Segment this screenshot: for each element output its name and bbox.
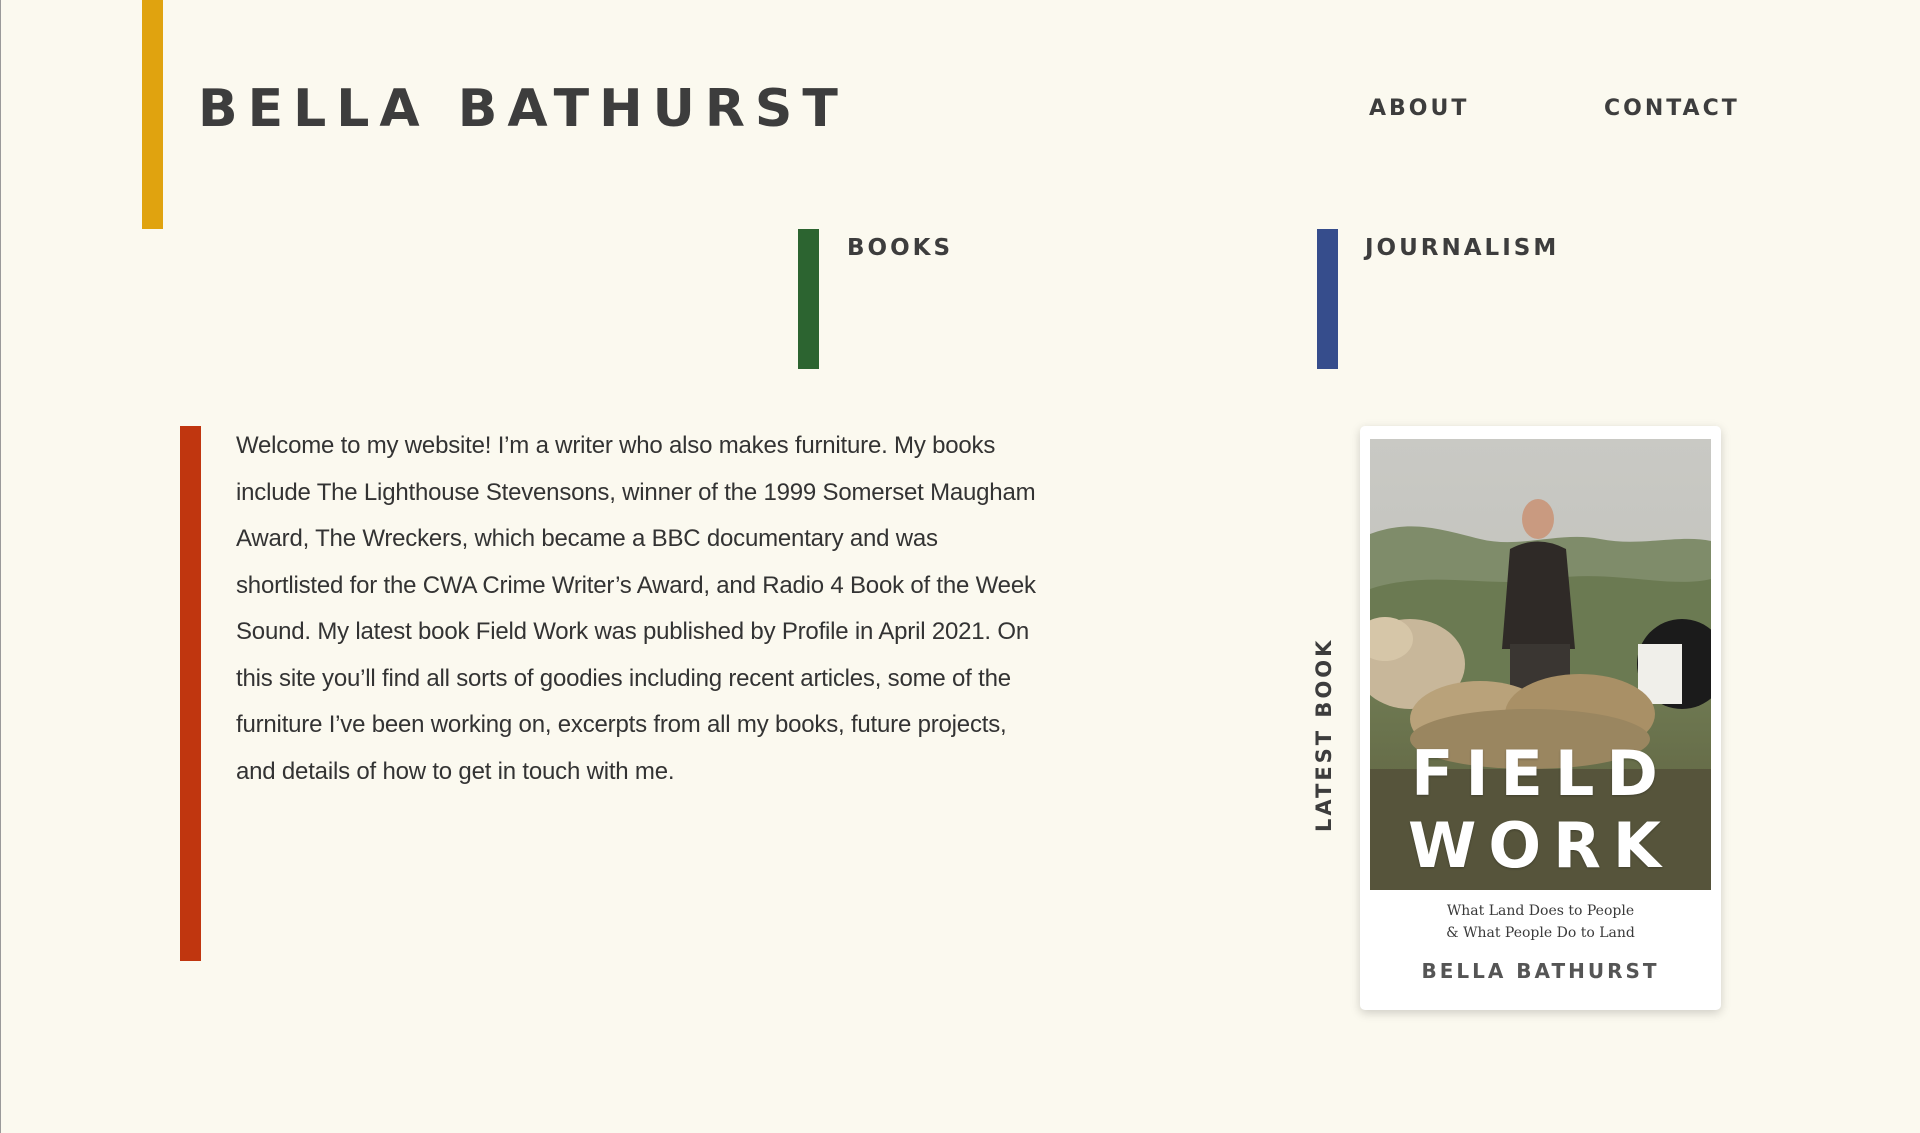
books-link[interactable]: BOOKS (847, 235, 954, 261)
intro-text: Welcome to my website! I’m a writer who also makes furniture. My books include The Lighthouse Stevensons, winner of the 1999 Somerset Maugham Award, The Wreckers, which became a BBC documentary and was shortlisted for the CWA Crime Writer’s Award, and Radio 4 Book of the Week Sound. My latest book Field Work was published by Profile in April 2021. On this site you’ll find all sorts of goodies including recent articles, some of the furniture I’ve been working on, excerpts from all my books, future projects, and details of how to get in touch with me. (236, 432, 1036, 785)
gold-accent-bar (142, 0, 163, 229)
cover-author: BELLA BATHURST (1421, 959, 1660, 983)
cover-subtitle-line-1: What Land Does to People (1446, 903, 1635, 919)
journalism-link[interactable]: JOURNALISM (1365, 235, 1560, 261)
latest-book-label: LATEST BOOK (1312, 637, 1336, 832)
nav-contact-link[interactable]: CONTACT (1604, 96, 1740, 121)
site-title[interactable]: BELLA BATHURST (198, 79, 848, 139)
cover-title-line-2: WORK (1408, 809, 1673, 882)
cover-subtitle (1360, 900, 1721, 944)
cover-subtitle-line-2: & What People Do to Land (1446, 925, 1635, 941)
books-accent-bar (798, 229, 819, 369)
intro-accent-bar (180, 426, 201, 961)
nav-about-link[interactable]: ABOUT (1369, 96, 1470, 121)
latest-book-cover[interactable] (1360, 426, 1721, 1010)
journalism-accent-bar (1317, 229, 1338, 369)
cover-photo (1370, 439, 1711, 890)
cover-title-line-1: FIELD (1411, 737, 1670, 810)
